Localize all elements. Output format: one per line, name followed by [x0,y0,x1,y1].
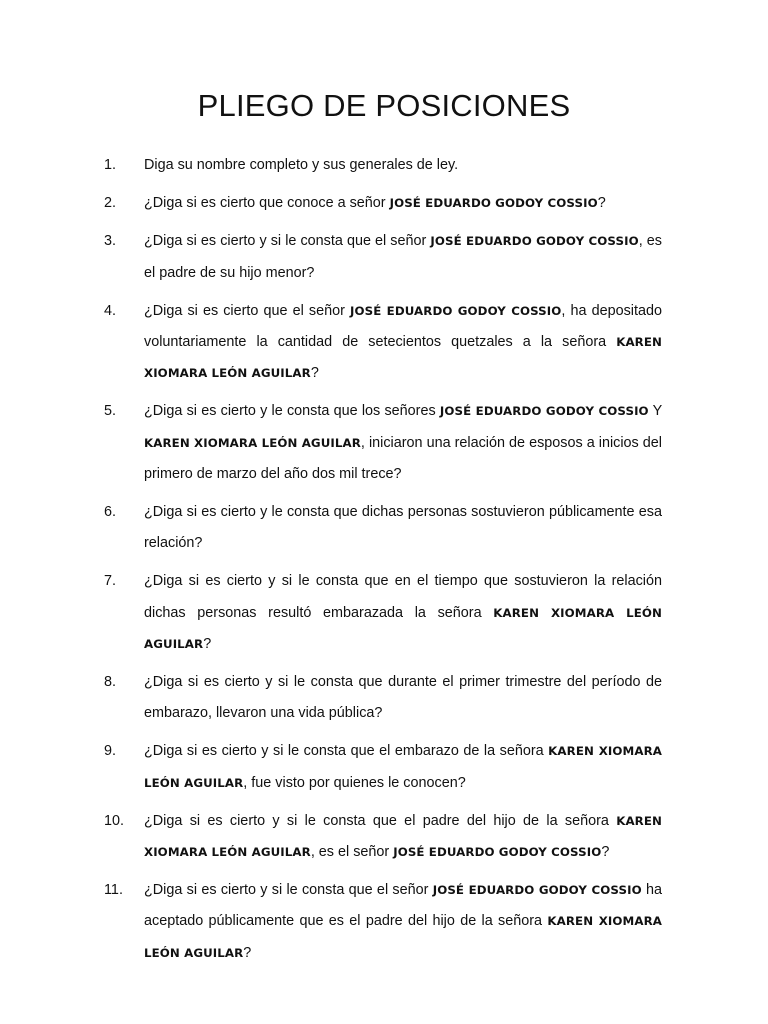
item-number: 11. [104,882,123,899]
item-text-segment: , fue visto por quienes le conocen? [243,774,466,791]
item-text [144,396,662,490]
item-text-segment: Y [648,403,662,420]
item-text-segment: ¿Diga si es cierto y si le consta que durante el primer trimestre del período de embarazo, llevaron una vida pública? [144,674,662,722]
person-name: KAREN XIOMARA LEÓN AGUILAR [144,435,361,450]
list-item [104,150,662,181]
item-number: 8. [104,674,117,691]
person-name: JOSÉ EDUARDO GODOY COSSIO [432,883,642,898]
person-name: KAREN XIOMARA LEÓN AGUILAR [144,335,662,381]
item-text-segment: , es el señor [310,844,394,861]
item-text-segment: ? [203,635,212,652]
item-text-segment: ? [597,195,606,212]
person-name: KAREN XIOMARA LEÓN AGUILAR [144,605,662,651]
item-number: 3. [104,233,117,250]
positions-list [104,150,662,976]
item-text-segment: ¿Diga si es cierto y si le consta que el padre del hijo de la señora [144,812,617,829]
list-item [104,875,662,969]
list-item [104,667,662,729]
item-text [144,296,662,390]
item-text [144,497,662,559]
item-number: 6. [104,504,117,521]
item-number: 10. [104,812,125,829]
item-text-segment: ha aceptado públicamente que es el padre del hijo de la señora [144,882,662,930]
person-name: KAREN XIOMARA LEÓN AGUILAR [144,813,662,860]
item-text [144,736,662,798]
list-item [104,736,662,798]
list-item [104,226,662,288]
item-text [144,875,662,969]
item-text-segment: ¿Diga si es cierto que conoce a señor [144,195,390,212]
list-item [104,497,662,559]
item-number: 4. [104,302,117,319]
list-item [104,188,662,219]
item-text-segment: ¿Diga si es cierto que el señor [144,302,350,319]
person-name: JOSÉ EDUARDO GODOY COSSIO [430,234,639,249]
item-text [144,667,662,729]
list-item [104,396,662,490]
item-text-segment: ¿Diga si es cierto y si le consta que el señor [144,882,433,899]
person-name: KAREN XIOMARA LEÓN AGUILAR [144,914,662,960]
document-title: PLIEGO DE POSICIONES [197,88,571,123]
item-text-segment: ? [243,944,252,961]
item-text [144,806,662,868]
list-item [104,296,662,390]
item-text-segment: , es el padre de su hijo menor? [144,233,662,281]
item-number: 7. [104,573,117,590]
person-name: JOSÉ EDUARDO GODOY COSSIO [389,196,598,211]
person-name: JOSÉ EDUARDO GODOY COSSIO [439,404,649,419]
item-text-segment: ¿Diga si es cierto y si le consta que en el tiempo que sostuvieron la relación dichas personas resultó embarazada la señora [144,573,662,621]
item-text [144,566,662,660]
item-text-segment: ¿Diga si es cierto y si le consta que el señor [144,233,431,250]
item-number: 1. [104,157,117,173]
item-text-segment: ? [310,365,319,382]
item-text-segment: ? [601,844,610,861]
item-text-segment: , iniciaron una relación de esposos a inicios del primero de marzo del año dos mil trece? [144,434,662,482]
person-name: JOSÉ EDUARDO GODOY COSSIO [350,303,562,318]
item-text [144,150,662,181]
item-text [144,226,662,288]
item-number: 5. [104,403,117,420]
item-number: 2. [104,195,117,212]
item-text-segment: Diga su nombre completo y sus generales de ley. [144,157,459,173]
list-item [104,806,662,868]
person-name: JOSÉ EDUARDO GODOY COSSIO [393,845,602,860]
item-text-segment: ¿Diga si es cierto y le consta que dichas personas sostuvieron públicamente esa relación? [144,504,662,552]
item-text-segment: ¿Diga si es cierto y si le consta que el embarazo de la señora [144,743,549,760]
person-name: KAREN XIOMARA LEÓN AGUILAR [144,744,662,790]
item-number: 9. [104,743,117,760]
item-text-segment: , ha depositado voluntariamente la cantidad de setecientos quetzales a la señora [144,302,662,351]
item-text-segment: ¿Diga si es cierto y le consta que los señores [144,403,440,420]
list-item [104,566,662,660]
item-text [144,188,662,219]
